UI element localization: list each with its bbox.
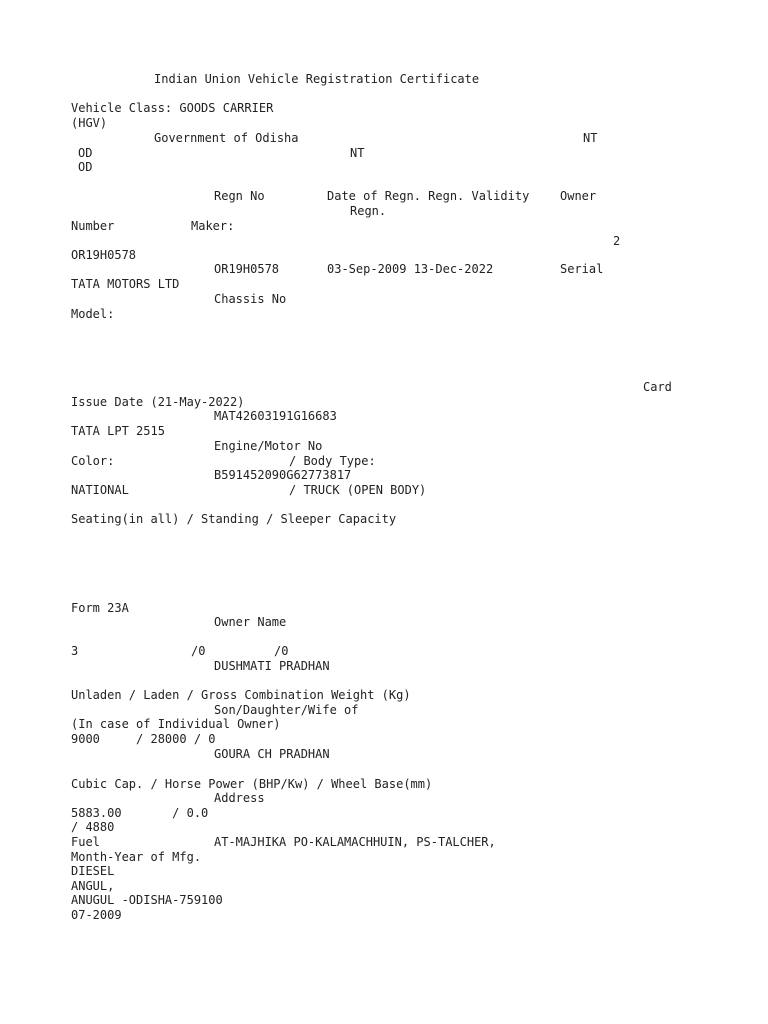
weight-value: 9000 / 28000 / 0 xyxy=(71,732,216,746)
od-label-1: OD xyxy=(78,146,93,160)
vehicle-class-hgv: (HGV) xyxy=(71,116,108,130)
maker-label: Maker: xyxy=(191,219,235,233)
chassis-no-value: MAT42603191G16683 xyxy=(214,409,337,423)
card-label: Card xyxy=(643,380,672,394)
mfg-value: 07-2009 xyxy=(71,908,122,922)
wheel-base-value: / 4880 xyxy=(71,820,115,834)
cubic-cap-value: 5883.00 / 0.0 xyxy=(71,806,209,820)
regn-number-value: OR19H0578 xyxy=(71,248,137,262)
fuel-label: Fuel xyxy=(71,835,100,849)
model-value: TATA LPT 2515 xyxy=(71,424,165,438)
color-value: NATIONAL xyxy=(71,483,129,497)
owner-serial-value: 2 xyxy=(613,234,621,248)
body-type-value: / TRUCK (OPEN BODY) xyxy=(289,483,427,497)
date-validity-label: Date of Regn. Regn. Validity xyxy=(327,189,530,203)
standing-value: /0 xyxy=(191,644,206,658)
seating-value: 3 xyxy=(71,644,79,658)
model-label: Model: xyxy=(71,307,115,321)
regn-no-value: OR19H0578 xyxy=(214,262,280,276)
body-type-label: / Body Type: xyxy=(289,454,376,468)
weight-label: Unladen / Laden / Gross Combination Weight (Kg) xyxy=(71,688,411,702)
vehicle-class: Vehicle Class: GOODS CARRIER xyxy=(71,101,274,115)
od-label-2: OD xyxy=(78,160,93,174)
regn-label: Regn. xyxy=(350,204,387,218)
form-label: Form 23A xyxy=(71,601,129,615)
maker-value: TATA MOTORS LTD xyxy=(71,277,180,291)
individual-owner-note: (In case of Individual Owner) xyxy=(71,717,281,731)
relation-value: GOURA CH PRADHAN xyxy=(214,747,330,761)
engine-no-value: B591452090G62773817 xyxy=(214,468,352,482)
owner-label: Owner xyxy=(560,189,597,203)
relation-label: Son/Daughter/Wife of xyxy=(214,703,359,717)
certificate-title: Indian Union Vehicle Registration Certificate xyxy=(154,72,480,86)
sleeper-value: /0 xyxy=(274,644,289,658)
color-label: Color: xyxy=(71,454,115,468)
number-label: Number xyxy=(71,219,115,233)
address-line-1: AT-MAJHIKA PO-KALAMACHHUIN, PS-TALCHER, xyxy=(214,835,496,849)
serial-label: Serial xyxy=(560,262,604,276)
chassis-no-label: Chassis No xyxy=(214,292,287,306)
nt-label-right: NT xyxy=(583,131,598,145)
owner-name-label: Owner Name xyxy=(214,615,287,629)
nt-label-center: NT xyxy=(350,146,365,160)
address-line-3: ANUGUL -ODISHA-759100 xyxy=(71,893,223,907)
government-name: Government of Odisha xyxy=(154,131,299,145)
address-label: Address xyxy=(214,791,265,805)
fuel-value: DIESEL xyxy=(71,864,115,878)
mfg-label: Month-Year of Mfg. xyxy=(71,850,202,864)
address-line-2: ANGUL, xyxy=(71,879,115,893)
engine-no-label: Engine/Motor No xyxy=(214,439,323,453)
seating-capacity-label: Seating(in all) / Standing / Sleeper Capacity xyxy=(71,512,397,526)
cubic-cap-label: Cubic Cap. / Horse Power (BHP/Kw) / Wheel Base(mm) xyxy=(71,777,433,791)
owner-name-value: DUSHMATI PRADHAN xyxy=(214,659,330,673)
issue-date: Issue Date (21-May-2022) xyxy=(71,395,245,409)
regn-dates-value: 03-Sep-2009 13-Dec-2022 xyxy=(327,262,494,276)
regn-no-label: Regn No xyxy=(214,189,265,203)
